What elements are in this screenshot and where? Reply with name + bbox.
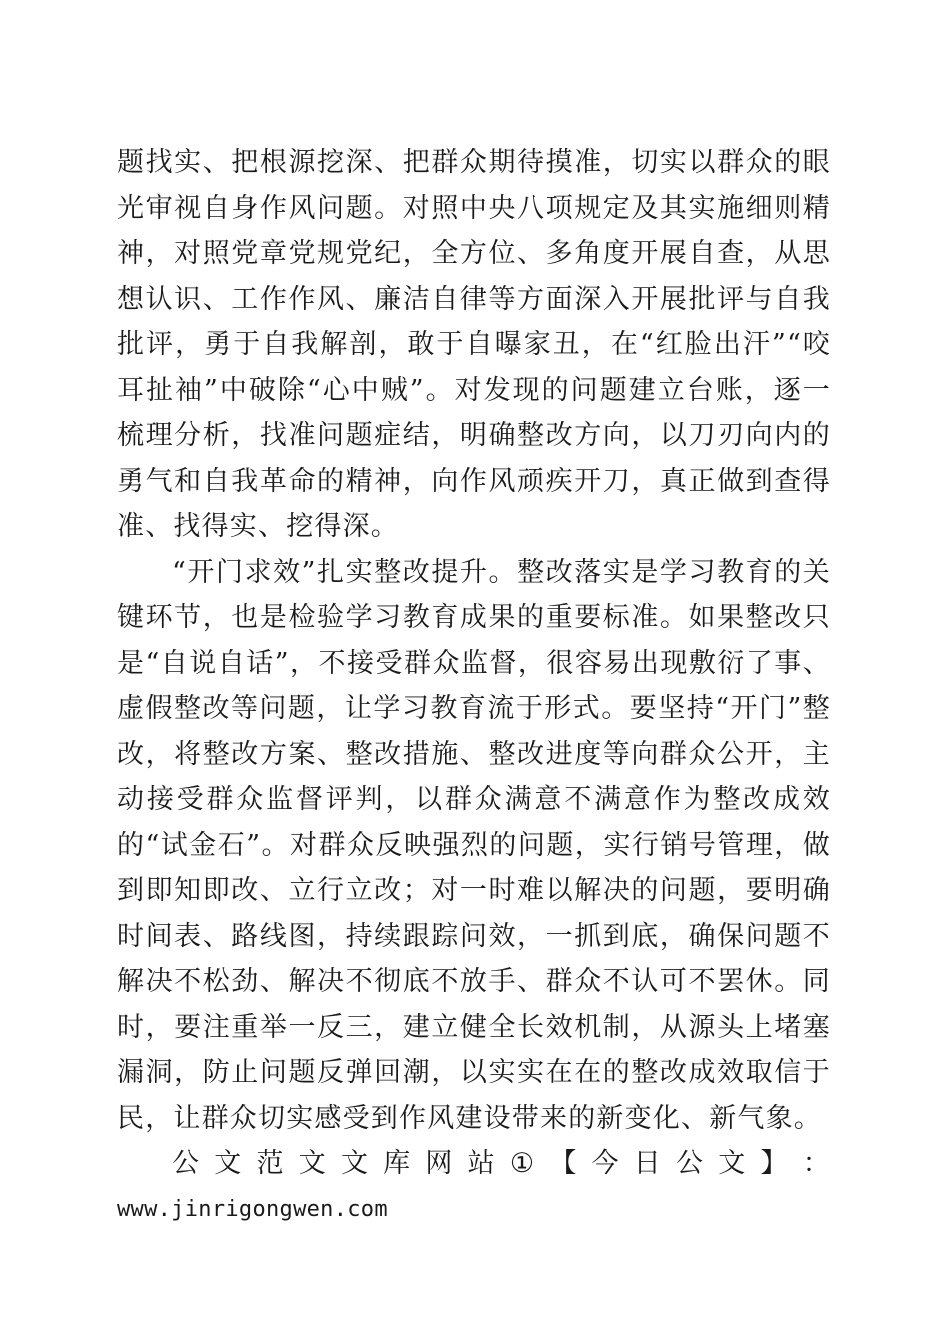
footer-char: 文 xyxy=(340,1148,370,1179)
footer-char: 公 xyxy=(172,1148,201,1179)
footer-source xyxy=(117,1141,831,1232)
footer-char: 文 xyxy=(718,1148,747,1179)
footer-source-label xyxy=(117,1141,831,1187)
footer-char: 站 xyxy=(467,1148,496,1179)
footer-url-link[interactable]: www.jinrigongwen.com xyxy=(117,1196,388,1222)
footer-char: 日 xyxy=(633,1148,662,1179)
footer-char: 【 xyxy=(549,1148,578,1179)
footer-char: 公 xyxy=(676,1148,705,1179)
body-paragraph-1: 题找实、把根源挖深、把群众期待摸准，切实以群众的眼光审视自身作风问题。对照中央八项规定及其实施细则精神，对照党章党规党纪，全方位、多角度开展自查，从思想认识、工作作风、廉洁自律等方面深入开展批评与自我批评，勇于自我解剖，敢于自曝家丑，在“红脸出汗”“咬耳扯袖”中破除“心中贼”。对发现的问题建立台账，逐一梳理分析，找准问题症结，明确整改方向，以刀刃向内的勇气和自我革命的精神，向作风顽疾开刀，真正做到查得准、找得实、挖得深。 xyxy=(117,147,831,542)
footer-char: 网 xyxy=(425,1148,454,1179)
footer-char: ： xyxy=(802,1148,831,1179)
body-paragraph-2: “开门求效”扎实整改提升。整改落实是学习教育的关键环节，也是检验学习教育成果的重要标准。如果整改只是“自说自话”，不接受群众监督，很容易出现敷衍了事、虚假整改等问题，让学习教育流于形式。要坚持“开门”整改，将整改方案、整改措施、整改进度等向群众公开，主动接受群众监督评判，以群众满意不满意作为整改成效的“试金石”。对群众反映强烈的问题，实行销号管理，做到即知即改、立行立改；对一时难以解决的问题，要明确时间表、路线图，持续跟踪问效，一抓到底，确保问题不解决不松劲、解决不彻底不放手、群众不认可不罢休。同时，要注重举一反三，建立健全长效机制，从源头上堵塞漏洞，防止问题反弹回潮，以实实在在的整改成效取信于民，让群众切实感受到作风建设带来的新变化、新气象。 xyxy=(117,556,831,1134)
footer-char: 库 xyxy=(383,1148,412,1179)
footer-char: 今 xyxy=(591,1148,620,1179)
footer-char: 范 xyxy=(256,1148,285,1179)
footer-char: 文 xyxy=(298,1148,327,1179)
footer-char: 文 xyxy=(214,1148,243,1179)
document-page xyxy=(117,140,831,1232)
footer-char: 】 xyxy=(760,1148,789,1179)
footer-char: ① xyxy=(509,1148,536,1179)
